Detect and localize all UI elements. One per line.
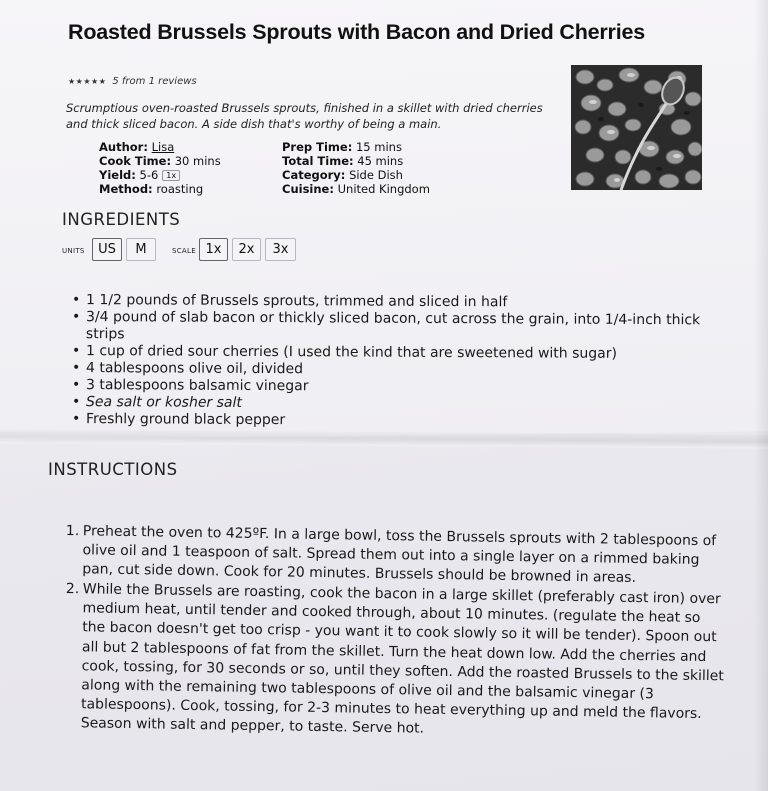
instruction-step	[64, 580, 726, 744]
scale-2x-button[interactable]: 2x	[232, 238, 261, 261]
meta-value: 30 mins	[174, 154, 221, 168]
meta-prep-time	[282, 140, 430, 154]
meta-label: Cook Time:	[99, 154, 172, 168]
meta-cuisine	[282, 182, 430, 196]
recipe-title: Roasted Brussels Sprouts with Bacon and Dried Cherries	[68, 20, 646, 44]
meta-value: 15 mins	[355, 140, 402, 154]
meta-value: Side Dish	[349, 168, 403, 182]
meta-value: United Kingdom	[337, 182, 430, 196]
brussels-sprouts-photo-icon	[571, 65, 702, 190]
instructions-list	[65, 522, 726, 737]
meta-method	[99, 182, 221, 196]
step-text: While the Brussels are roasting, cook the bacon in a large skillet (preferably cast iron) over medium heat, until tender and cooked through, about 10 minutes. (regulate the heat so the bacon doesn't get too crisp - you want it to cook slowly so it will be tender). Spoon out all but 2 tablespoons of fat from the skillet. Turn the heat down low. Add the cherries and cook, tossing, for 30 seconds or so, until they soften. Add the roasted Brussels to the skillet along with the remaining two tablespoons of olive oil and the balsamic vinegar (3 tablespoons). Cook, tossing, for 2-3 minutes to heat everything up and meld the flavors. Season with salt and pepper, to taste. Serve hot.	[80, 580, 724, 737]
recipe-rating[interactable]	[68, 76, 197, 87]
instruction-step	[65, 522, 726, 590]
step-text: Preheat the oven to 425ºF. In a large bowl, toss the Brussels sprouts with 2 tablespoons of olive oil and 1 teaspoon of salt. Spread them out into a single layer on a rimmed baking pan, cut side down. Cook for 20 minutes. Brussels should be browned in areas.	[82, 523, 717, 587]
meta-label: Prep Time:	[282, 140, 353, 154]
ingredient-item: • 3 tablespoons balsamic vinegar	[72, 377, 732, 397]
meta-author	[99, 140, 221, 154]
recipe-meta-right	[282, 140, 430, 196]
meta-label: Author:	[99, 140, 148, 154]
yield-scale-badge[interactable]: 1x	[162, 170, 180, 181]
ingredient-item: • 1 cup of dried sour cherries (I used the kind that are sweetened with sugar)	[72, 343, 732, 363]
author-link[interactable]: Lisa	[151, 140, 175, 154]
meta-cook-time	[99, 154, 221, 168]
recipe-summary: Scrumptious oven-roasted Brussels sprouts, finished in a skillet with dried cherries and thick sliced bacon. A side dish that's worthy of being a main.	[66, 101, 543, 131]
rating-text: 5 from 1 reviews	[112, 76, 197, 87]
units-us-button[interactable]: US	[92, 238, 122, 261]
rating-stars-icon[interactable]: ★★★★★	[68, 77, 107, 86]
ingredients-list	[72, 292, 732, 428]
meta-label: Yield:	[99, 168, 136, 182]
ingredient-item: • Sea salt or kosher salt	[72, 394, 732, 414]
meta-yield	[99, 168, 221, 182]
scale-1x-button[interactable]: 1x	[199, 238, 228, 261]
meta-value: roasting	[156, 182, 204, 196]
scale-3x-button[interactable]: 3x	[265, 238, 296, 261]
meta-value: 5-6	[139, 168, 159, 182]
meta-category	[282, 168, 430, 182]
meta-label: Cuisine:	[282, 182, 334, 196]
instructions-heading: INSTRUCTIONS	[48, 460, 178, 479]
units-metric-button[interactable]: M	[126, 238, 156, 261]
meta-total-time	[282, 154, 430, 168]
step-number: 2.	[65, 580, 80, 597]
recipe-meta-left	[99, 140, 221, 196]
step-number: 1.	[65, 522, 80, 540]
meta-value: 45 mins	[357, 154, 404, 168]
ingredient-item: • 4 tablespoons olive oil, divided	[72, 360, 732, 380]
ingredient-item: • Freshly ground black pepper	[72, 411, 732, 431]
meta-label: Total Time:	[282, 154, 354, 168]
page-shadow	[754, 0, 768, 791]
recipe-photo	[571, 65, 702, 190]
scale-label: SCALE	[172, 247, 196, 255]
ingredient-item: • 3/4 pound of slab bacon or thickly sliced bacon, cut across the grain, into 1/4-inch thick strips	[72, 309, 732, 346]
units-label: UNITS	[62, 247, 85, 255]
ingredient-item: • 1 1/2 pounds of Brussels sprouts, trimmed and sliced in half	[72, 292, 732, 312]
ingredients-heading: INGREDIENTS	[62, 210, 181, 229]
meta-label: Category:	[282, 168, 346, 182]
meta-label: Method:	[99, 182, 153, 196]
